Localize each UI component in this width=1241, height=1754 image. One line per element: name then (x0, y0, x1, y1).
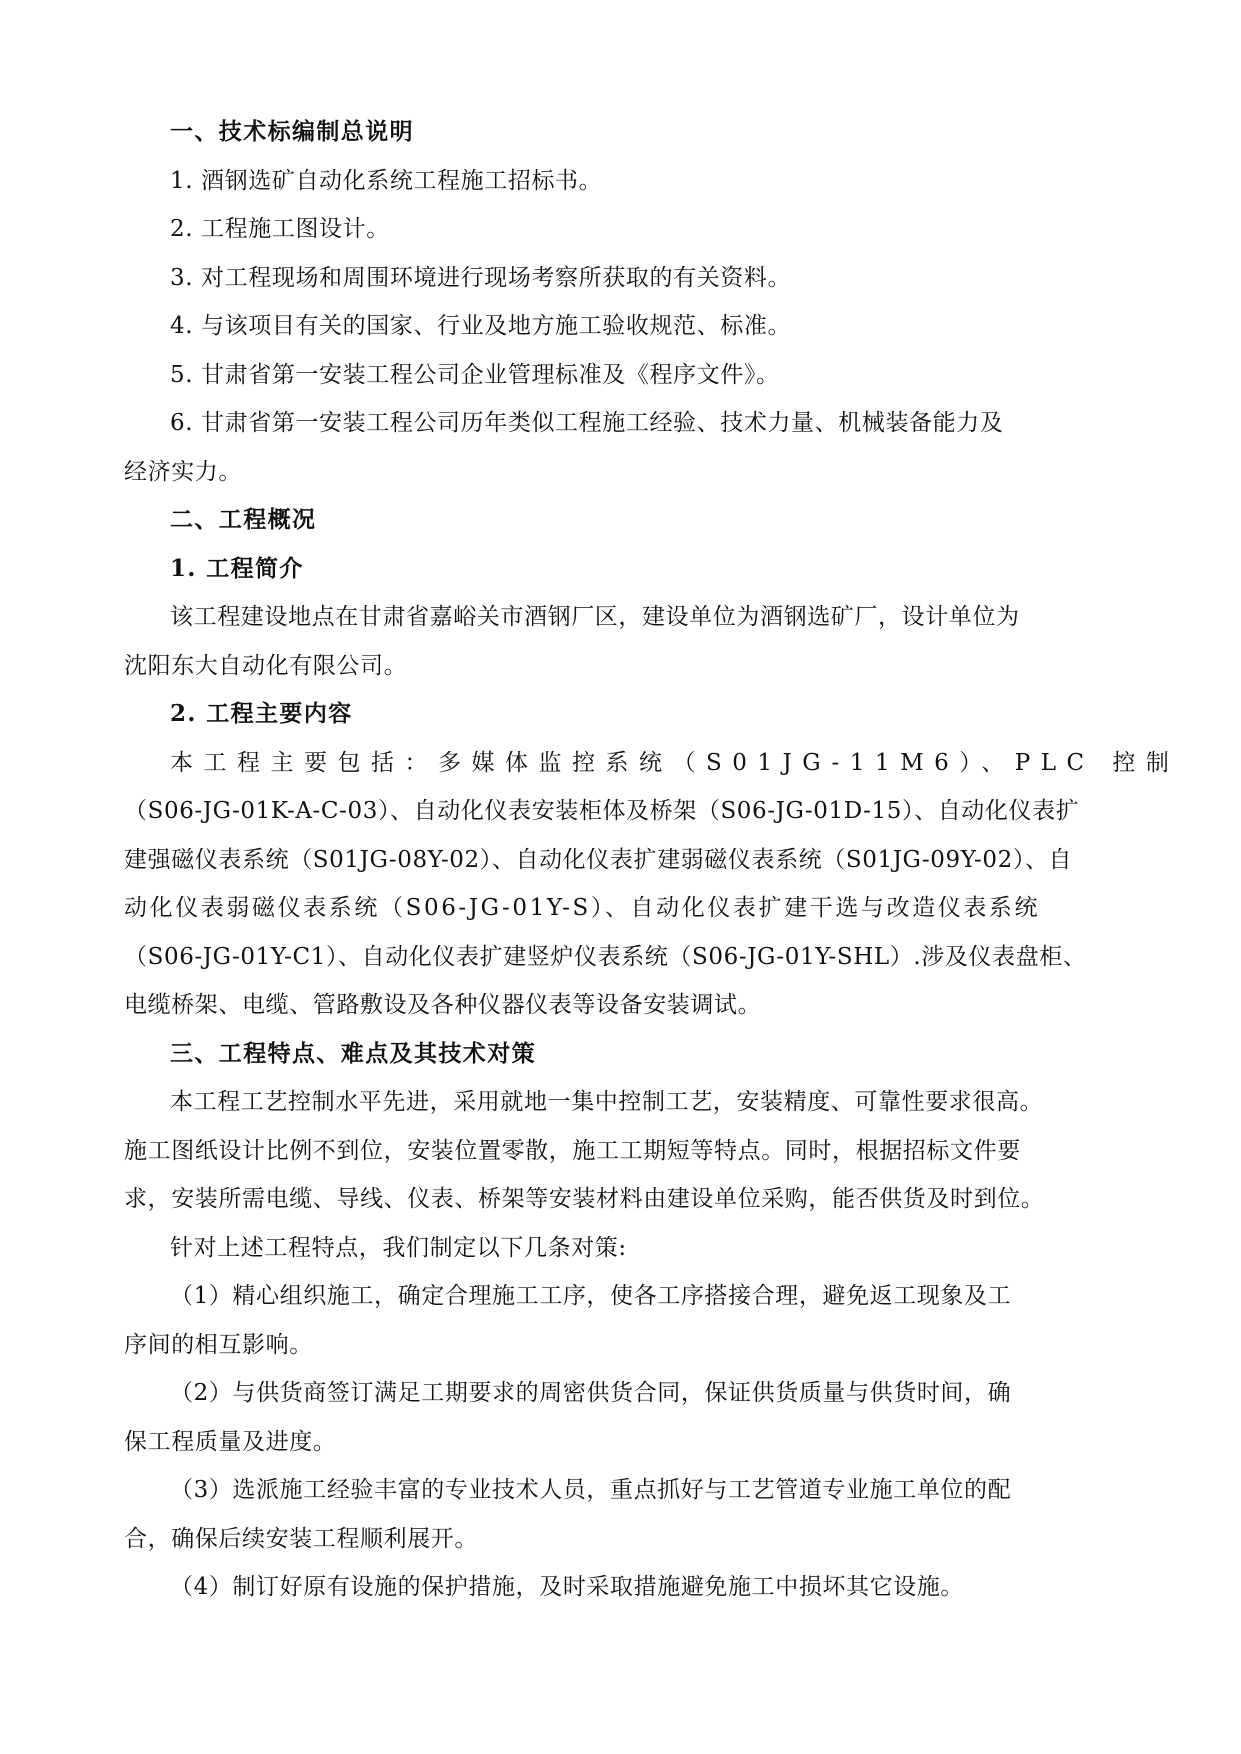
measure-2-line-1: （2）与供货商签订满足工期要求的周密供货合同，保证供货质量与供货时间，确 (170, 1380, 1012, 1406)
section-1-item-1: 1. 酒钢选矿自动化系统工程施工招标书。 (170, 167, 603, 194)
measure-4: （4）制订好原有设施的保护措施，及时采取措施避免施工中损坏其它设施。 (170, 1574, 965, 1600)
section-1-item-6-line-1: 6. 甘肃省第一安装工程公司历年类似工程施工经验、技术力量、机械装备能力及 (170, 410, 1004, 436)
document-body (124, 108, 1180, 1612)
section-2-subtitle-1: 1. 工程简介 (170, 554, 304, 582)
section-3-title: 三、工程特点、难点及其技术对策 (170, 1039, 536, 1067)
measure-1-line-1: （1）精心组织施工，确定合理施工工序，使各工序搭接合理，避免返工现象及工 (170, 1283, 1012, 1309)
section-1-item-3: 3. 对工程现场和周围环境进行现场考察所获取的有关资料。 (170, 264, 792, 291)
measure-3-line-1: （3）选派施工经验丰富的专业技术人员，重点抓好与工艺管道专业施工单位的配 (170, 1477, 1012, 1503)
section-1-item-6-line-2: 经济实力。 (124, 458, 242, 485)
section-2-para-2-line-2: （S06-JG-01K-A-C-03）、自动化仪表安装柜体及桥架（S06-JG-01D-15）、自动化仪表扩 (124, 798, 1080, 824)
section-2-para-2-line-3: 建强磁仪表系统（S01JG-08Y-02）、自动化仪表扩建弱磁仪表系统（S01JG-09Y-02）、自 (124, 846, 1073, 873)
section-1-title: 一、技术标编制总说明 (170, 118, 414, 145)
section-3-para-1-line-3: 求，安装所需电缆、导线、仪表、桥架等安装材料由建设单位采购，能否供货及时到位。 (124, 1186, 1045, 1212)
section-2-para-2-line-6: 电缆桥架、电缆、管路敷设及各种仪器仪表等设备安装调试。 (124, 992, 762, 1018)
section-3-para-1-line-2: 施工图纸设计比例不到位，安装位置零散，施工工期短等特点。同时，根据招标文件要 (124, 1137, 1021, 1164)
section-3-para-2: 针对上述工程特点，我们制定以下几条对策: (170, 1234, 627, 1261)
measure-3-line-2: 合，确保后续安装工程顺利展开。 (124, 1525, 478, 1552)
section-2-para-1-line-1: 该工程建设地点在甘肃省嘉峪关市酒钢厂区，建设单位为酒钢选矿厂，设计单位为 (170, 604, 1020, 630)
measure-2-line-2: 保工程质量及进度。 (124, 1428, 337, 1455)
section-2-para-2-line-4: 动化仪表弱磁仪表系统（S06-JG-01Y-S）、自动化仪表扩建干选与改造仪表系统 (124, 895, 1041, 921)
section-2-subtitle-2: 2. 工程主要内容 (170, 700, 353, 727)
section-3-para-1-line-1: 本工程工艺控制水平先进，采用就地一集中控制工艺，安装精度、可靠性要求很高。 (170, 1089, 1044, 1115)
section-2-para-1-line-2: 沈阳东大自动化有限公司。 (124, 652, 408, 679)
section-2-para-2-line-1: 本工程主要包括：多媒体监控系统（S01JG-11M6）、PLC 控制 (170, 749, 1180, 776)
section-1-item-4: 4. 与该项目有关的国家、行业及地方施工验收规范、标准。 (170, 313, 792, 339)
section-1-item-5: 5. 甘肃省第一安装工程公司企业管理标准及《程序文件》。 (170, 361, 780, 388)
section-1-item-2: 2. 工程施工图设计。 (170, 216, 390, 242)
measure-1-line-2: 序间的相互影响。 (124, 1331, 313, 1358)
section-2-title: 二、工程概况 (170, 506, 317, 533)
section-2-para-2-line-5: （S06-JG-01Y-C1）、自动化仪表扩建竖炉仪表系统（S06-JG-01Y-SHL）.涉及仪表盘柜、 (124, 943, 1087, 970)
